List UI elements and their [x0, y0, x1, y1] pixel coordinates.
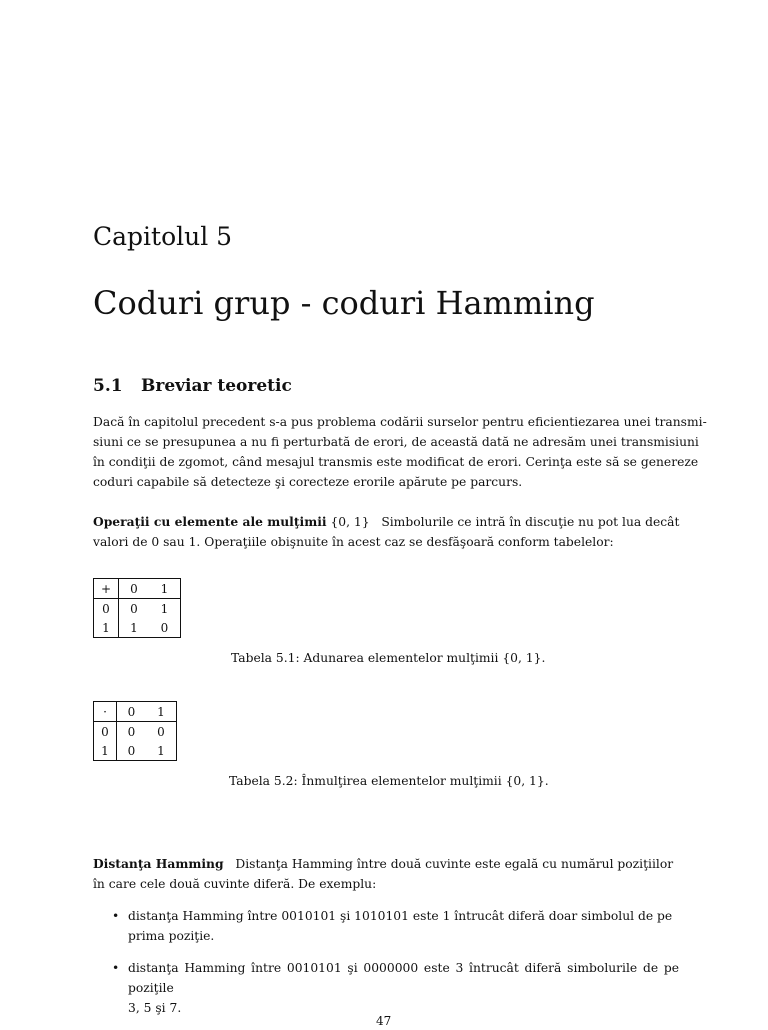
addition-table-cell: 0	[149, 618, 181, 638]
multiplication-table	[93, 701, 177, 761]
chapter-label: Capitolul 5	[93, 222, 233, 251]
section-number: 5.1	[93, 376, 123, 396]
intro-paragraph	[93, 412, 707, 492]
intro-line: coduri capabile să detecteze şi corecteze erorile apărute pe parcurs.	[93, 475, 523, 489]
multiplication-table-cell: 1	[146, 741, 177, 761]
operations-line: valori de 0 sau 1. Operaţiile obişnuite în acest caz se desfăşoară conform tabelelor:	[93, 535, 614, 549]
addition-table-cell: 1	[149, 599, 181, 619]
multiplication-table-col-header: 1	[146, 702, 177, 722]
operations-text: Simbolurile ce intră în discuţie nu pot lua decât	[381, 515, 680, 529]
multiplication-table-col-header: 0	[117, 702, 147, 722]
multiplication-table-row-header: 0	[94, 722, 117, 742]
addition-table-caption: Tabela 5.1: Adunarea elementelor mulţimii {0, 1}.	[231, 651, 546, 665]
operations-paragraph	[93, 512, 679, 552]
multiplication-table-row-header: 1	[94, 741, 117, 761]
addition-table-corner: +	[94, 579, 119, 599]
addition-table-row-header: 0	[94, 599, 119, 619]
operations-heading: Operaţii cu elemente ale mulţimii	[93, 514, 327, 529]
list-item-line: 3, 5 şi 7.	[128, 1001, 182, 1015]
hamming-heading: Distanţa Hamming	[93, 856, 224, 871]
multiplication-table-cell: 0	[127, 724, 136, 739]
section-heading	[93, 376, 292, 396]
bullet-icon: •	[112, 961, 120, 975]
hamming-line	[93, 854, 679, 874]
multiplication-table-corner: ·	[94, 702, 117, 722]
addition-table-col-header: 1	[149, 579, 181, 599]
page-number: 47	[376, 1014, 392, 1028]
addition-table	[93, 578, 181, 638]
hamming-text: Distanţa Hamming între două cuvinte este egală cu numărul poziţiilor	[235, 857, 674, 871]
hamming-examples-list	[112, 906, 679, 1030]
intro-line: siuni ce se presupunea a nu fi perturbată de erori, de această dată ne adresăm unei transmisiuni	[93, 435, 699, 449]
intro-line: Dacă în capitolul precedent s-a pus problema codării surselor pentru eficientiezarea unei transmi-	[93, 415, 707, 429]
chapter-title: Coduri grup - coduri Hamming	[93, 284, 595, 322]
intro-line: în condiţii de zgomot, când mesajul transmis este modificat de erori. Cerinţa este să se genereze	[93, 455, 699, 469]
multiplication-table-cell: 0	[117, 741, 147, 761]
list-item-line: distanţa Hamming între 0010101 şi 0000000 este 3 întrucât diferă simbolurile de pe poziţile	[128, 961, 679, 995]
operations-set: {0, 1}	[330, 515, 370, 529]
addition-table-cell: 1	[119, 618, 150, 638]
hamming-paragraph	[93, 854, 679, 894]
hamming-line: în care cele două cuvinte diferă. De exemplu:	[93, 877, 377, 891]
operations-line	[93, 512, 679, 532]
addition-table-row-header: 1	[94, 618, 119, 638]
bullet-icon: •	[112, 909, 120, 923]
list-item	[112, 906, 679, 946]
list-item-line: prima poziţie.	[128, 929, 215, 943]
list-item	[112, 958, 679, 1018]
multiplication-table-cell: 0	[146, 722, 177, 742]
multiplication-table-caption: Tabela 5.2: Înmulţirea elementelor mulţimii {0, 1}.	[229, 774, 549, 788]
addition-table-col-header: 0	[119, 579, 150, 599]
addition-table-cell: 0	[130, 601, 138, 616]
list-item-line: distanţa Hamming între 0010101 şi 1010101 este 1 întrucât diferă doar simbolul de pe	[128, 909, 673, 923]
section-title: Breviar teoretic	[141, 376, 292, 396]
